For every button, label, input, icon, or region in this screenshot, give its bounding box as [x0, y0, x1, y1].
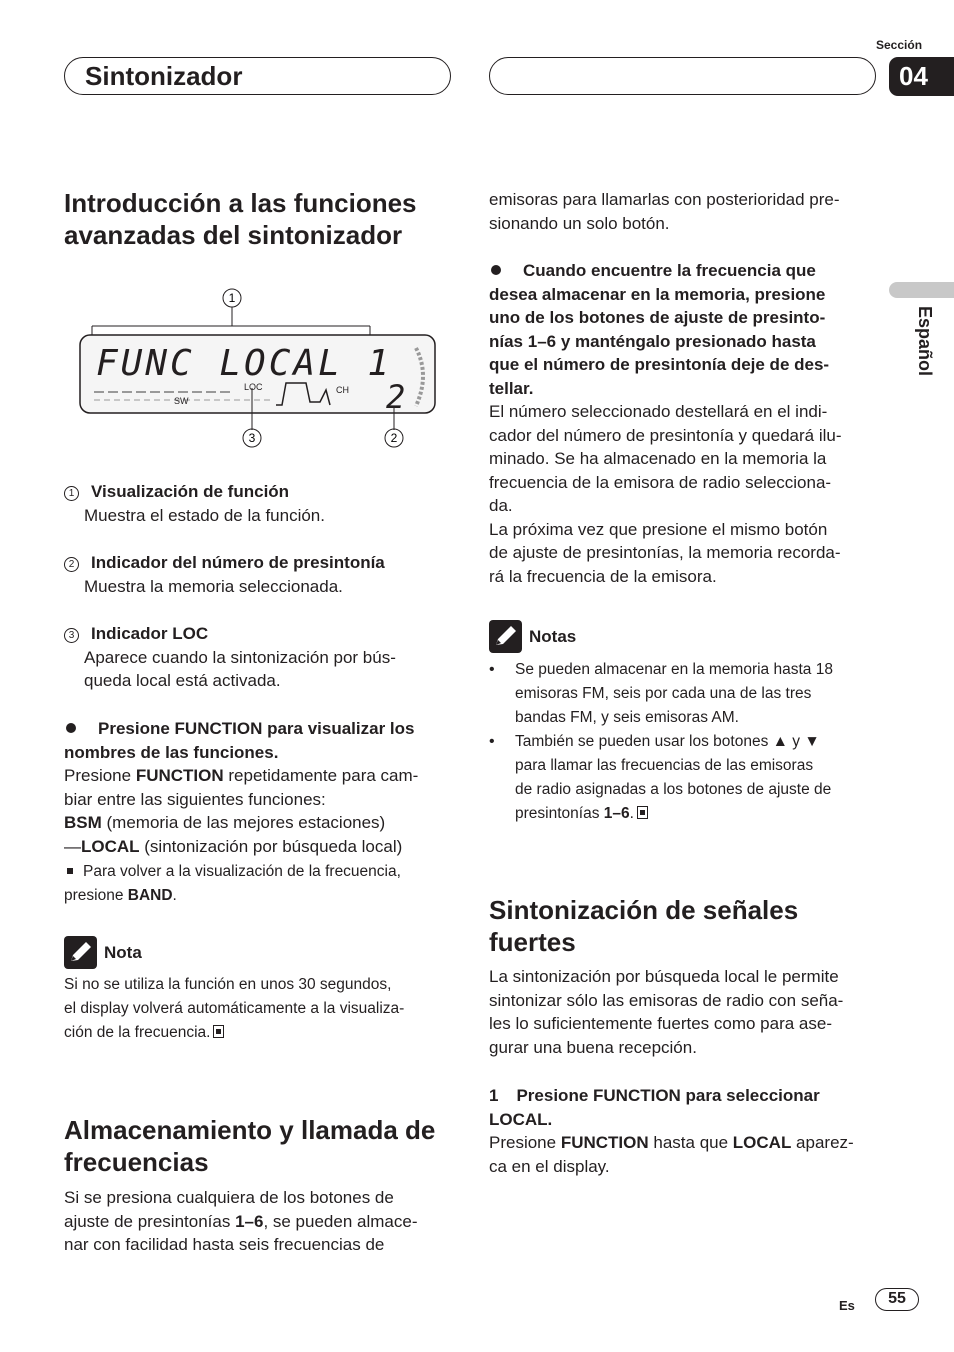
item-2-desc: Muestra la memoria seleccionada.	[84, 576, 343, 596]
section-label: Sección	[876, 38, 923, 52]
step-function-subnote: Para volver a la visualización de la frecuencia, presione BAND.	[64, 863, 401, 904]
bullet-marker: •	[489, 733, 495, 750]
step-local: 1 Presione FUNCTION para seleccionar LOCAL. Presione FUNCTION hasta que LOCAL aparez- ca en el display.	[489, 1086, 854, 1176]
display-function-text: FUNC LOCAL 1	[96, 343, 393, 384]
bullet-dot	[491, 265, 501, 275]
step-function	[64, 717, 459, 858]
page-number: 55	[875, 1288, 919, 1311]
end-mark-icon	[213, 1025, 224, 1038]
item-1	[64, 480, 454, 527]
chapter-title: Sintonizador	[85, 61, 243, 91]
heading-intro: Introducción a las funciones avanzadas del sintonizador	[64, 188, 417, 250]
display-svg	[64, 280, 454, 455]
header-empty-pill	[489, 57, 876, 95]
display-loc-text: LOC	[244, 382, 263, 392]
item-2-title: Indicador del número de presintonía	[91, 553, 385, 572]
footer-language: Es	[839, 1298, 855, 1313]
notes-pencil-icon	[489, 620, 522, 653]
store-para-continued: emisoras para llamarlas con posterioridad pre- sionando un solo botón.	[489, 190, 840, 233]
step-function-para1: Presione FUNCTION repetidamente para cam-	[64, 766, 419, 785]
item-1-title: Visualización de función	[91, 482, 290, 501]
square-bullet	[67, 868, 73, 874]
item-1-number: 1	[64, 486, 79, 501]
item-3-desc-line2: queda local está activada.	[84, 671, 281, 690]
step-function-para2: biar entre las siguientes funciones:	[64, 789, 326, 809]
end-mark-icon	[637, 806, 648, 819]
notes-block	[489, 620, 884, 660]
note-pencil-icon	[64, 936, 97, 969]
language-tab	[889, 282, 954, 298]
strong-para: La sintonización por búsqueda local le permite sintonizar sólo las emisoras de radio con seña- les lo suficientemente fuertes como para ase- gurar una buena recepción.	[489, 967, 844, 1057]
step-function-line1: Presione FUNCTION para visualizar los	[98, 719, 415, 738]
heading-strong-signals: Sintonización de señales fuertes	[489, 895, 799, 957]
step-function-bsm: BSM (memoria de las mejores estaciones)	[64, 813, 386, 832]
step-local-number: 1	[489, 1086, 499, 1105]
display-sw-text: SW	[174, 396, 189, 406]
note-block	[64, 936, 459, 976]
language-tab-label: Español	[915, 306, 935, 377]
note-text: Si no se utiliza la función en unos 30 segundos, el display volverá automáticamente a la visualiza- ción de la frecuencia.	[64, 976, 405, 1041]
display-preset-text: 2	[386, 378, 406, 416]
tuner-display-illustration	[64, 280, 454, 455]
item-3	[64, 622, 454, 693]
header-title-pill	[64, 57, 451, 95]
item-1-desc: Muestra el estado de la función.	[84, 505, 325, 525]
step-function-line2: nombres de las funciones.	[64, 742, 279, 762]
heading-store: Almacenamiento y llamada de frecuencias	[64, 1115, 436, 1177]
callout-1-label: 1	[228, 291, 236, 305]
item-3-number: 3	[64, 628, 79, 643]
step-function-local: —LOCAL (sintonización por búsqueda local)	[64, 836, 403, 856]
notes-title: Notas	[529, 627, 577, 646]
step-store: Cuando encuentre la frecuencia que desea almacenar en la memoria, presione uno de los botones de ajuste de presinto- nías 1–6 y manténgalo presionado hasta que el número de presintonía deje de des- tellar. El número seleccionado destellará en el indi- cador del número de presintonía y quedará ilu- minado. Se ha almacenado en la memoria la frecuencia de la emisora de radio selecciona- da. La próxima vez que presione el mismo botón de ajuste de presintonías, la memoria recorda- rá la frecuencia de la emisora.	[489, 261, 842, 586]
note-title: Nota	[104, 943, 142, 962]
bullet-dot	[66, 723, 76, 733]
display-ch-text: CH	[336, 385, 349, 395]
callout-3-label: 3	[248, 431, 256, 445]
item-2	[64, 551, 454, 598]
store-para: Si se presiona cualquiera de los botones de ajuste de presintonías 1–6, se pueden almace- nar con facilidad hasta seis frecuencias de	[64, 1188, 418, 1254]
callout-2-label: 2	[390, 431, 398, 445]
bullet-marker: •	[489, 661, 495, 678]
item-3-desc-line1: Aparece cuando la sintonización por bús-	[84, 647, 396, 667]
notes-list: • Se pueden almacenar en la memoria hasta 18 emisoras FM, seis por cada una de las tres bandas FM, y seis emisoras AM. • También se pueden usar los botones ▲ y ▼ para llamar las frecuencias de las emisoras de radio asignadas a los botones de ajuste de presintonías 1–6.	[489, 658, 884, 826]
section-number-badge: 04	[889, 57, 954, 96]
item-2-number: 2	[64, 557, 79, 572]
item-3-title: Indicador LOC	[91, 624, 209, 643]
